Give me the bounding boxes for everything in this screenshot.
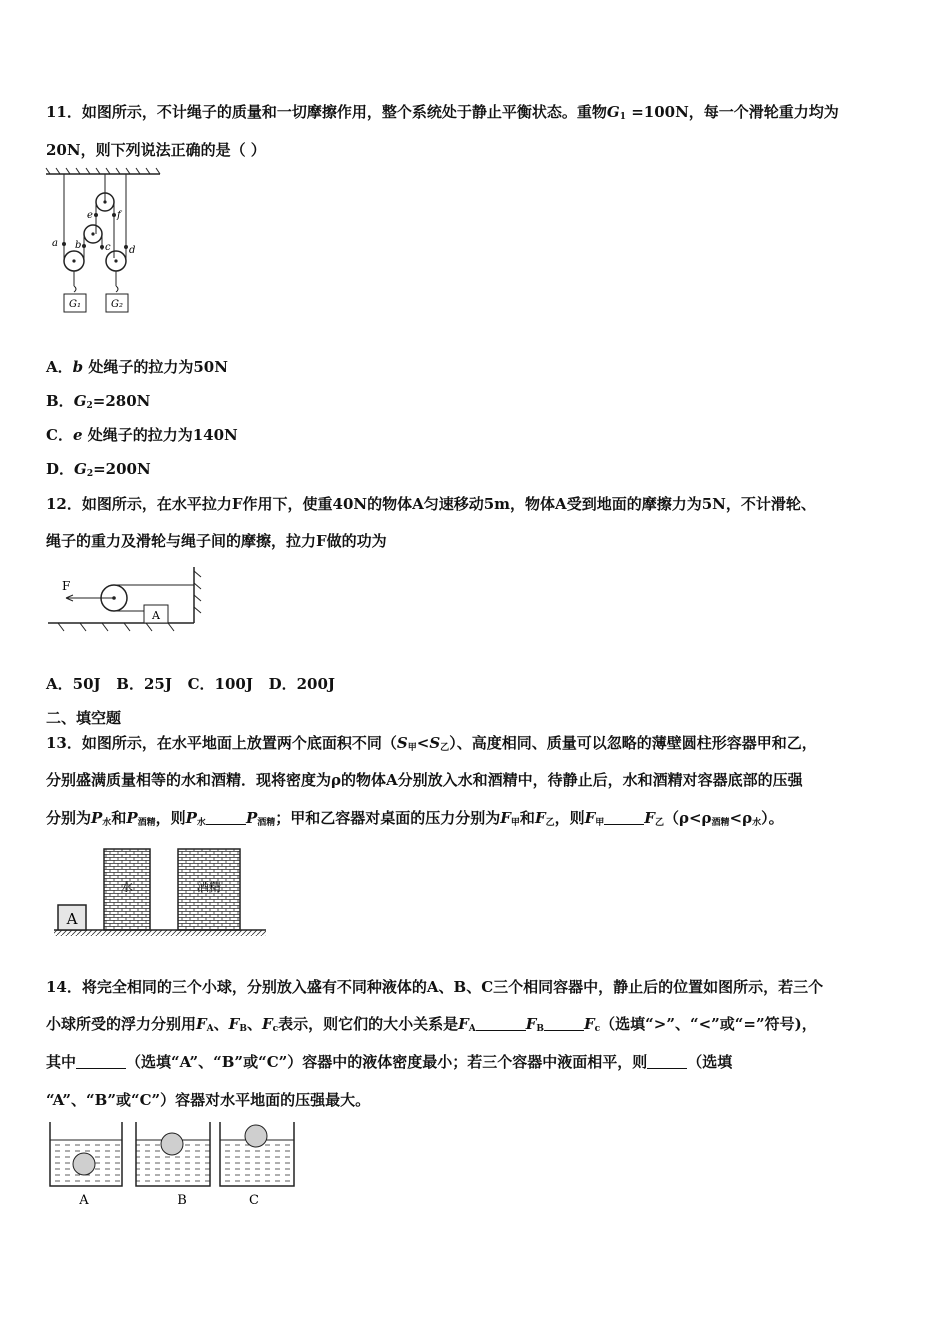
q14-blank-density[interactable]: [76, 1054, 126, 1069]
q13-number: 13: [46, 734, 67, 752]
q14-line3: 其中 （选填“A”、“B”或“C”）容器中的液体密度最小；若三个容器中液面相平，则 （选填: [46, 1053, 733, 1071]
q14-blank-ab[interactable]: [476, 1016, 526, 1031]
q11-option-b: B．$G_2=280N$: [46, 392, 151, 411]
q11-option-c: C．e 处绳子的拉力为140N: [46, 426, 238, 444]
q11-pulley-figure: [44, 168, 164, 320]
q14-label-a: A: [79, 1193, 89, 1208]
q11-option-a: A．b 处绳子的拉力为50N: [46, 358, 228, 376]
q14-containers-figure: [44, 1118, 304, 1212]
q14-label-c: C: [249, 1193, 259, 1208]
q12-stem-line2: 绳子的重力及滑轮与绳子间的摩擦，拉力F做的功为: [46, 532, 387, 550]
q11-label-d: d: [129, 245, 136, 256]
q11-label-a: a: [52, 238, 58, 249]
q11-stem-line2: 20N，则下列说法正确的是（ ）: [46, 141, 266, 159]
q13-blank-force[interactable]: [604, 810, 644, 825]
section-title: 二、填空题: [46, 709, 122, 727]
q14-line4: “A”、“B”或“C”）容器对水平地面的压强最大。: [46, 1091, 371, 1109]
q11-label-g1: G₁: [69, 299, 81, 310]
q14-container-a: [50, 1122, 122, 1208]
q13-label-block: A: [66, 910, 78, 928]
q14-container-c: [220, 1122, 294, 1208]
q13-line3: 分别为$P_水$和$P_{酒精}$，则$P_水$ $P_{酒精}$；甲和乙容器对桌面的压力分别为$F_甲$和$F_乙$，则$F_甲$ $F_乙(\rho<\rho_{酒精}<\rho_水)$。: [46, 809, 784, 828]
q12-stem-line1: 12．如图所示，在水平拉力F作用下，使重40N的物体A匀速移动5m，物体A受到地面的摩擦力为5N，不计滑轮、: [46, 495, 816, 513]
q14-line2: 小球所受的浮力分别用$F_A$、$F_B$、$F_c$表示，则它们的大小关系是$F_A$ $F_B$ $F_c$（选填“>”、“<”或“=”符号)，: [46, 1015, 817, 1034]
q14-label-b: B: [177, 1193, 187, 1208]
q11-stem-line1: 11．如图所示，不计绳子的质量和一切摩擦作用，整个系统处于静止平衡状态。重物$G_1 =100N$，每一个滑轮重力均为: [46, 103, 839, 122]
q11-label-c: c: [105, 242, 111, 253]
q13-containers-figure: [52, 845, 272, 941]
q13-line2: 分别盛满质量相等的水和酒精．现将密度为ρ的物体A分别放入水和酒精中，待静止后，水和酒精对容器底部的压强: [46, 771, 803, 789]
q12-number: 12: [46, 495, 67, 513]
q12-pulley-figure: [44, 565, 214, 637]
q12-label-block: A: [152, 609, 160, 622]
q14-line1: 14．将完全相同的三个小球，分别放入盛有不同种液体的A、B、C三个相同容器中，静止后的位置如图所示，若三个: [46, 978, 824, 996]
q12-options: A．50J B．25J C．100J D．200J: [46, 675, 336, 693]
q11-label-b: b: [75, 240, 82, 251]
q14-blank-pressure[interactable]: [647, 1054, 687, 1069]
q11-option-d: D．$G_2=200N$: [46, 460, 151, 479]
q11-label-e: e: [87, 210, 93, 221]
q13-label-alcohol: 酒精: [196, 880, 222, 894]
q13-line1: 13．如图所示，在水平地面上放置两个底面积不同$(S_甲<S_乙)$、高度相同、质量可以忽略的薄壁圆柱形容器甲和乙，: [46, 734, 817, 753]
q13-blank-pressure[interactable]: [206, 810, 246, 825]
q14-container-b: [136, 1122, 210, 1208]
q11-number: 11: [46, 103, 67, 121]
q12-label-force: F: [62, 579, 71, 593]
q11-label-g2: G₂: [111, 299, 123, 310]
q14-number: 14: [46, 978, 67, 996]
q11-label-f: f: [117, 210, 121, 221]
q13-label-water: 水: [120, 880, 134, 894]
q14-blank-bc[interactable]: [544, 1016, 584, 1031]
